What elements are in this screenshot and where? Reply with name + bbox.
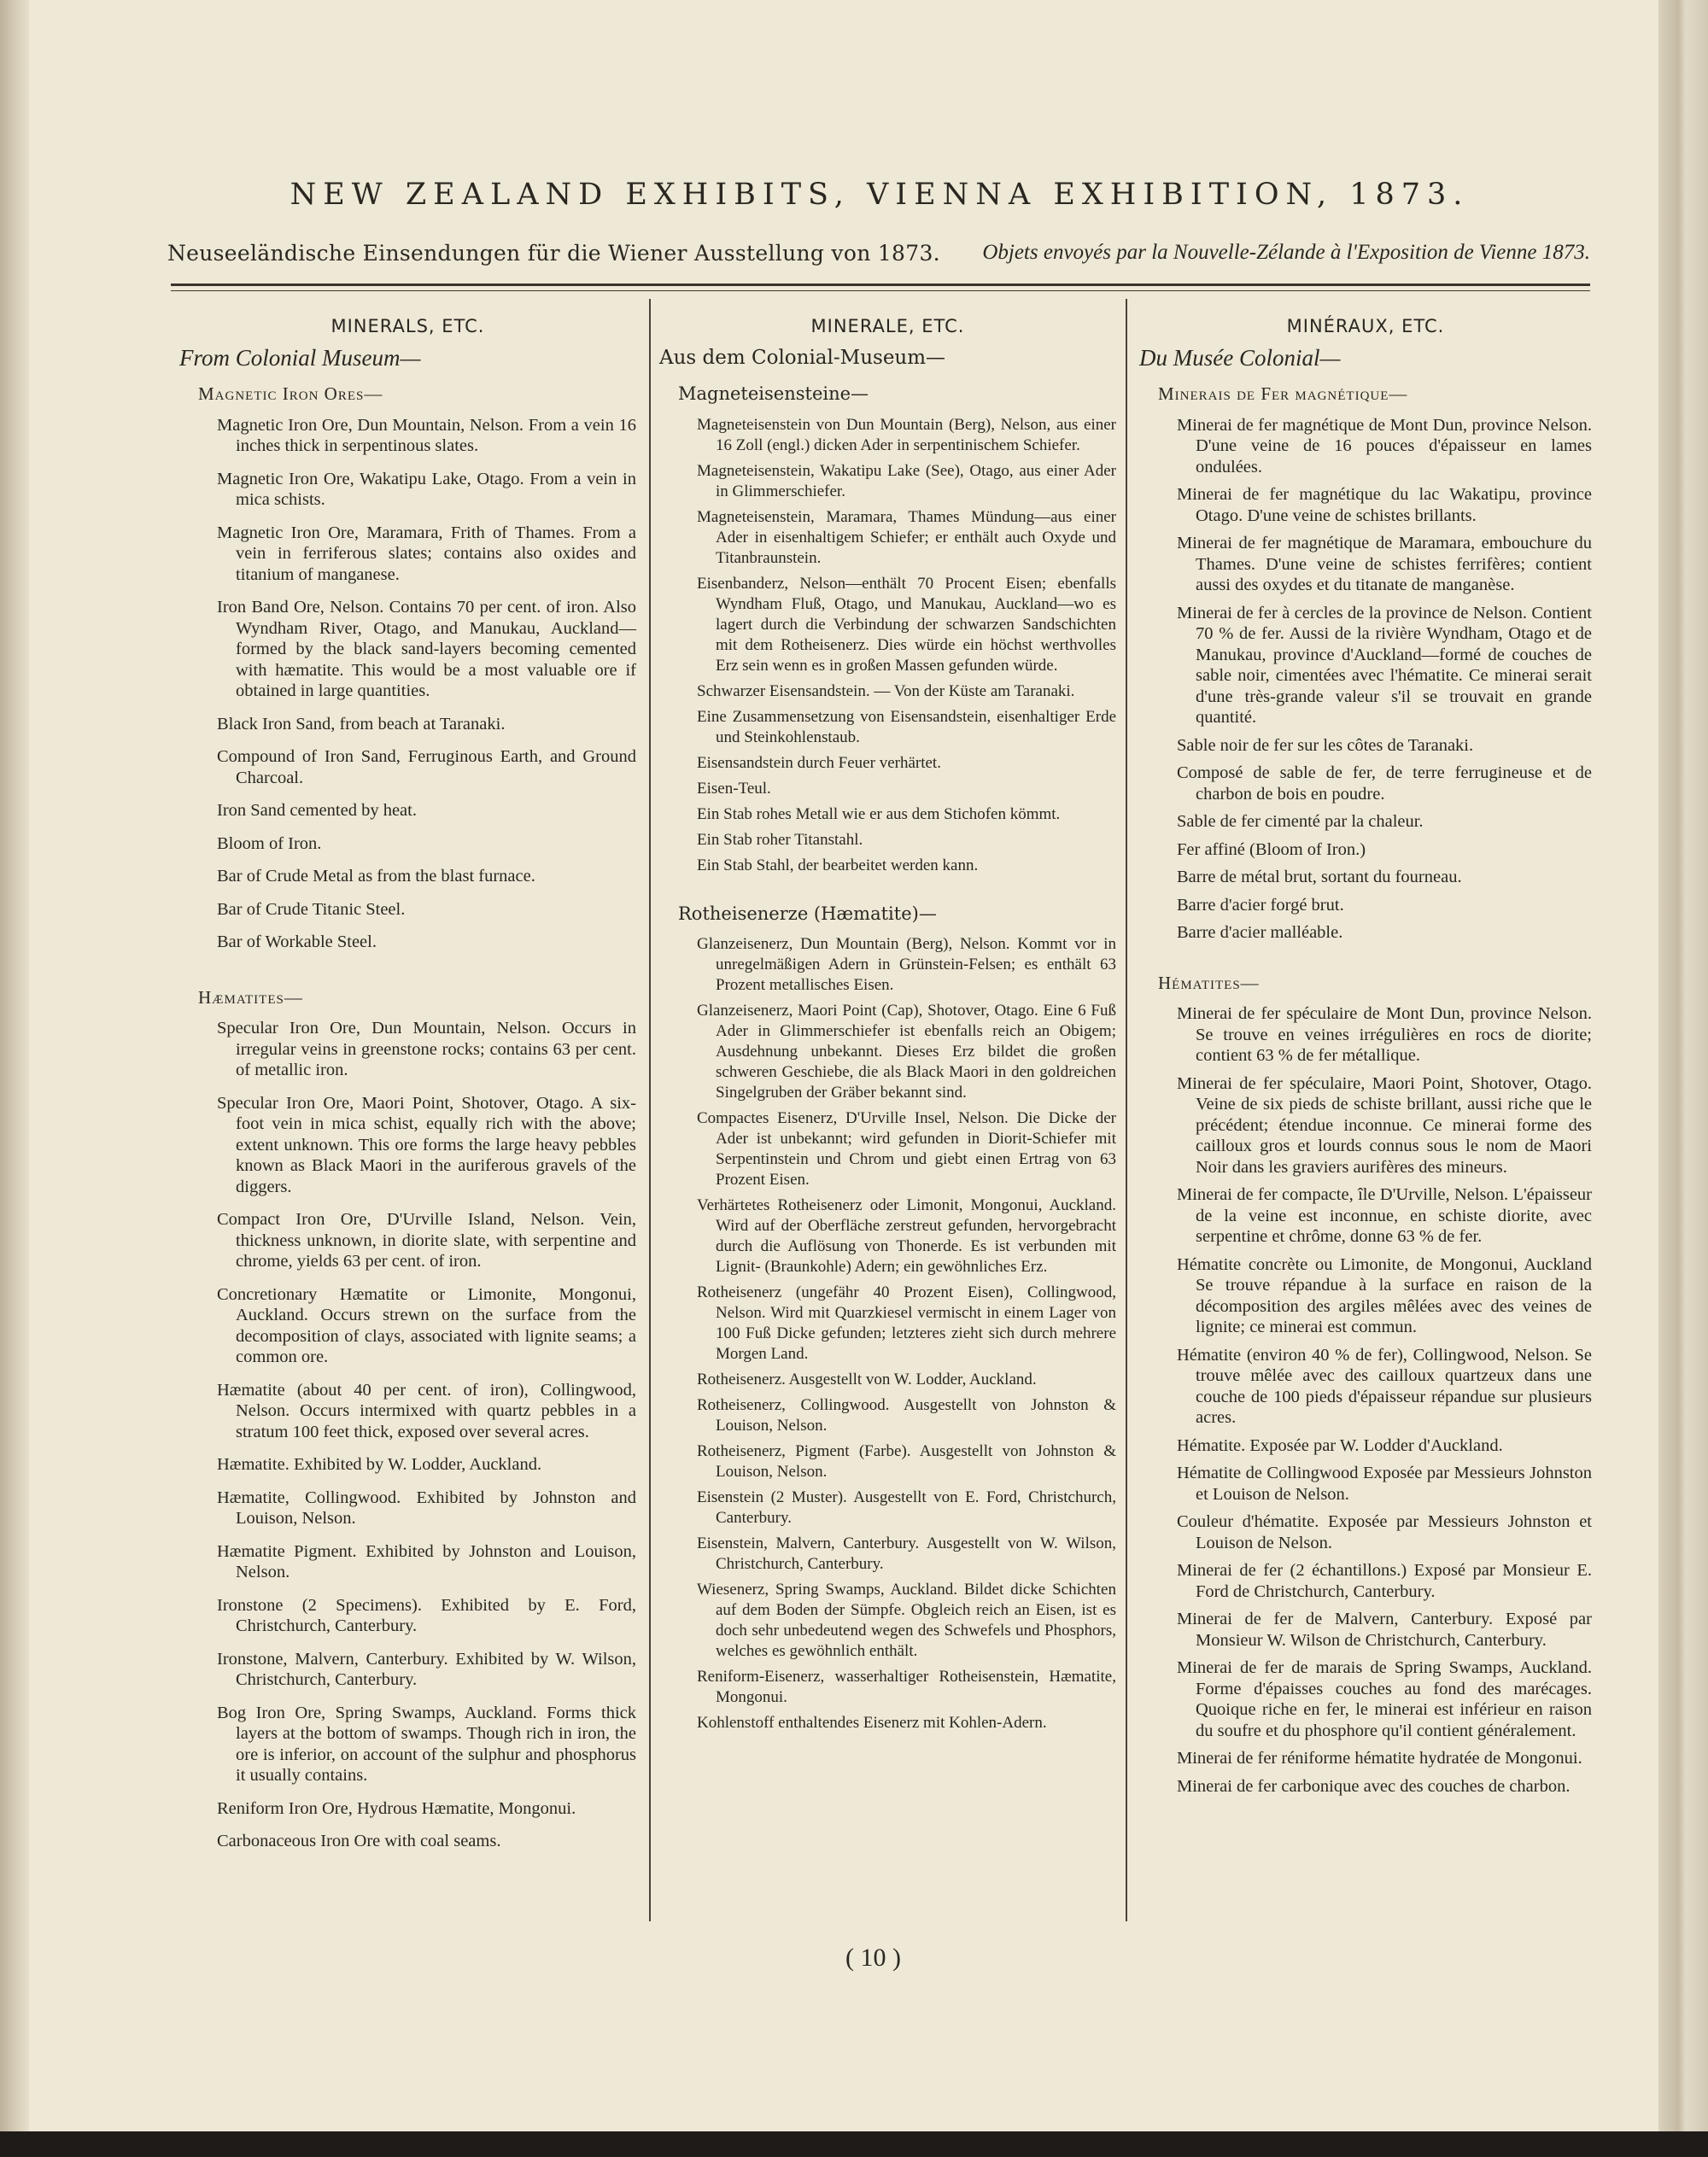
subheading-magnetic-french: Minerais de Fer magnétique— xyxy=(1158,383,1408,404)
list-item: Verhärtetes Rotheisenerz oder Limonit, Mongonui, Auckland. Wird auf der Oberfläche zerstreut gefunden, hervorgebracht durch die Auflösung von Thonerde. Es ist verbunden mit Lignit- (Braunkohle) Adern; ein gewöhnliches Erz. xyxy=(697,1196,1116,1276)
list-item: Magnetic Iron Ore, Dun Mountain, Nelson. From a vein 16 inches thick in serpentinous slates. xyxy=(217,415,636,455)
list-item: Ironstone, Malvern, Canterbury. Exhibited by W. Wilson, Christchurch, Canterbury. xyxy=(217,1649,636,1689)
list-item: Bar of Workable Steel. xyxy=(217,932,377,951)
list-item: Minerai de fer carbonique avec des couches de charbon. xyxy=(1177,1776,1571,1796)
list-item: Compact Iron Ore, D'Urville Island, Nelson. Vein, thickness unknown, in diorite slate, with serpentine and chrome, yields 63 per cent. of iron. xyxy=(217,1210,636,1271)
list-item: Rotheisenerz. Ausgestellt von W. Lodder, Auckland. xyxy=(697,1371,1037,1388)
column-heading-english: MINERALS, ETC. xyxy=(330,316,485,336)
book-spine-shadow xyxy=(0,0,29,2157)
page-title: NEW ZEALAND EXHIBITS, VIENNA EXHIBITION, 1873. xyxy=(290,178,1470,212)
list-item: Magneteisenstein, Wakatipu Lake (See), Otago, aus einer Ader in Glimmerschiefer. xyxy=(697,461,1116,500)
column-heading-french: MINÉRAUX, ETC. xyxy=(1286,316,1445,336)
list-item: Minerai de fer spéculaire de Mont Dun, province Nelson. Se trouve en veines irrégulières en rocs de diorite; contient 63 % de fer métallique. xyxy=(1177,1004,1592,1065)
column-german xyxy=(659,316,1116,1739)
column-english xyxy=(179,316,636,1864)
list-item: Minerai de fer de Malvern, Canterbury. Exposé par Monsieur W. Wilson de Christchurch, Canterbury. xyxy=(1177,1610,1592,1650)
list-item: Wiesenerz, Spring Swamps, Auckland. Bildet dicke Schichten auf dem Boden der Sümpfe. Obgleich reich an Eisen, ist es doch sehr unbedeutend wegen des Schwefels und Phosphors, welches es gewöhnlich enthält. xyxy=(697,1581,1116,1660)
column-divider-1 xyxy=(649,299,651,1921)
column-divider-2 xyxy=(1126,299,1127,1921)
list-item: Ein Stab roher Titanstahl. xyxy=(697,830,863,849)
section-heading-german: Aus dem Colonial-Museum— xyxy=(659,346,946,369)
list-item: Black Iron Sand, from beach at Taranaki. xyxy=(217,714,506,734)
list-item: Glanzeisenerz, Maori Point (Cap), Shotover, Otago. Eine 6 Fuß Ader in Glimmerschiefer ist ebenfalls reich an Obigem; Ausdehnung unbekannt. Dieses Erz bildet die großen schweren Geschiebe, die als Black Maori in den goldreichen Singelgruben der Gräber bekannt sind. xyxy=(697,1002,1116,1102)
list-item: Hématite de Collingwood Exposée par Messieurs Johnston et Louison de Nelson. xyxy=(1177,1464,1592,1504)
list-item: Iron Sand cemented by heat. xyxy=(217,801,417,820)
list-item: Minerai de fer magnétique du lac Wakatipu, province Otago. D'une veine de schistes brillants. xyxy=(1177,485,1592,525)
list-item: Magnetic Iron Ore, Wakatipu Lake, Otago. From a vein in mica schists. xyxy=(217,469,636,509)
scan-bottom-edge xyxy=(0,2131,1708,2157)
section-heading-english: From Colonial Museum— xyxy=(179,344,421,371)
list-item: Iron Band Ore, Nelson. Contains 70 per cent. of iron. Also Wyndham River, Otago, and Manukau, Auckland—formed by the black sand-layers becoming cemented with hæmatite. This would be a most valuable ore if obtained in large quantities. xyxy=(217,598,636,700)
subtitle-french: Objets envoyés par la Nouvelle-Zélande à l'Exposition de Vienne 1873. xyxy=(982,241,1590,264)
list-item: Fer affiné (Bloom of Iron.) xyxy=(1177,839,1366,859)
column-french xyxy=(1139,316,1592,1803)
list-item: Minerai de fer de marais de Spring Swamps, Auckland. Forme d'épaisses couches au fond des marécages. Quoique riche en fer, le minerai est inférieur en raison du soufre et du phosphore qu'il contient généralement. xyxy=(1177,1658,1592,1740)
entry-list-haematites-german xyxy=(659,934,1116,1733)
list-item: Hæmatite. Exhibited by W. Lodder, Auckland. xyxy=(217,1455,542,1474)
list-item: Minerai de fer à cercles de la province de Nelson. Contient 70 % de fer. Aussi de la rivière Wyndham, Otago et de Manukau, province d'Auckland—formé de couches de sable noir, cimentées avec l'hématite. Ce minerai serait d'une très-grande valeur s'il se trouvait en grande quantité. xyxy=(1177,603,1592,727)
entry-list-magnetic-german xyxy=(659,415,1116,876)
subheading-haematites-german: Rotheisenerze (Hæmatite)— xyxy=(678,903,937,924)
list-item: Eisenstein, Malvern, Canterbury. Ausgestellt von W. Wilson, Christchurch, Canterbury. xyxy=(697,1534,1116,1573)
list-item: Minerai de fer spéculaire, Maori Point, Shotover, Otago. Veine de six pieds de schiste brillant, aussi riche que le précédent; étendue inconnue. Ce minerai forme des cailloux gros et lourds connus sous le nom de Maori Noir dans les graviers aurifères des mineurs. xyxy=(1177,1073,1592,1177)
list-item: Magnetic Iron Ore, Maramara, Frith of Thames. From a vein in ferriferous slates; contains also oxides and titanium of manganese. xyxy=(217,523,636,584)
entry-list-magnetic-french xyxy=(1139,415,1592,944)
list-item: Eisensandstein durch Feuer verhärtet. xyxy=(697,753,941,772)
page-number: ( 10 ) xyxy=(845,1944,901,1972)
header-rule-thin xyxy=(171,290,1590,291)
list-item: Glanzeisenerz, Dun Mountain (Berg), Nelson. Kommt vor in unregelmäßigen Adern in Grünstein-Felsen; es enthält 63 Prozent metallisches Eisen. xyxy=(697,935,1116,994)
list-item: Concretionary Hæmatite or Limonite, Mongonui, Auckland. Occurs strewn on the surface from the decomposition of clays, associated with lignite seams; a common ore. xyxy=(217,1284,636,1366)
page-edge-right xyxy=(1658,0,1708,2157)
list-item: Hæmatite (about 40 per cent. of iron), Collingwood, Nelson. Occurs intermixed with quartz pebbles in a stratum 100 feet thick, exposed over several acres. xyxy=(217,1380,636,1441)
section-heading-french: Du Musée Colonial— xyxy=(1139,344,1341,371)
header-rule-thick xyxy=(171,284,1590,286)
entry-list-haematites-french xyxy=(1139,1003,1592,1797)
list-item: Eisenbanderz, Nelson—enthält 70 Procent Eisen; ebenfalls Wyndham Fluß, Otago, und Manukau, Auckland—wo es lagert durch die Verbindung der schwarzen Sandschichten mit dem Rotheisenerz. Dies würde ein höchst werthvolles Erz sein wenn es in großen Massen gefunden würde. xyxy=(697,574,1116,675)
list-item: Rotheisenerz (ungefähr 40 Prozent Eisen), Collingwood, Nelson. Wird mit Quarzkiesel vermischt in einem Lager von 100 Fuß Dicke gefunden; letzteres zieht sich durch mehrere Morgen Land. xyxy=(697,1283,1116,1363)
column-heading-german: MINERALE, ETC. xyxy=(810,316,965,336)
list-item: Reniform-Eisenerz, wasserhaltiger Rotheisenstein, Hæmatite, Mongonui. xyxy=(697,1668,1116,1706)
list-item: Reniform Iron Ore, Hydrous Hæmatite, Mongonui. xyxy=(217,1798,576,1818)
subheading-magnetic-german: Magneteisensteine— xyxy=(678,383,869,404)
list-item: Carbonaceous Iron Ore with coal seams. xyxy=(217,1832,501,1850)
list-item: Hæmatite, Collingwood. Exhibited by Johnston and Louison, Nelson. xyxy=(217,1488,636,1528)
list-item: Compound of Iron Sand, Ferruginous Earth, and Ground Charcoal. xyxy=(217,747,636,787)
list-item: Bloom of Iron. xyxy=(217,833,322,853)
list-item: Magneteisenstein von Dun Mountain (Berg), Nelson, aus einer 16 Zoll (engl.) dicken Ader in serpentinischem Schiefer. xyxy=(697,415,1116,454)
list-item: Schwarzer Eisensandstein. — Von der Küste am Taranaki. xyxy=(697,681,1075,700)
list-item: Minerai de fer magnétique de Maramara, embouchure du Thames. D'une veine de schistes ferrifères; contient aussi des oxydes et du titanate de manganèse. xyxy=(1177,534,1592,594)
list-item: Eisenstein (2 Muster). Ausgestellt von E. Ford, Christchurch, Canterbury. xyxy=(697,1488,1116,1527)
list-item: Couleur d'hématite. Exposée par Messieurs Johnston et Louison de Nelson. xyxy=(1177,1512,1592,1552)
list-item: Bar of Crude Metal as from the blast furnace. xyxy=(217,867,535,886)
entry-list-magnetic-english xyxy=(179,415,636,953)
list-item: Bog Iron Ore, Spring Swamps, Auckland. Forms thick layers at the bottom of swamps. Though rich in iron, the ore is inferior, on account of the sulphur and phosphorus it usually contains. xyxy=(217,1703,636,1785)
list-item: Sable de fer cimenté par la chaleur. xyxy=(1177,812,1424,831)
list-item: Ein Stab rohes Metall wie er aus dem Stichofen kömmt. xyxy=(697,804,1061,823)
subheading-haematites-english: Hæmatites— xyxy=(198,986,303,1008)
entry-list-haematites-english xyxy=(179,1018,636,1852)
list-item: Magneteisenstein, Maramara, Thames Mündung—aus einer Ader in eisenhaltigem Schiefer; er enthält auch Oxyde und Titanbraunstein. xyxy=(697,507,1116,567)
list-item: Barre de métal brut, sortant du fourneau. xyxy=(1177,868,1462,886)
list-item: Kohlenstoff enthaltendes Eisenerz mit Kohlen-Adern. xyxy=(697,1714,1047,1732)
list-item: Bar of Crude Titanic Steel. xyxy=(217,899,406,919)
list-item: Hématite. Exposée par W. Lodder d'Auckland. xyxy=(1177,1435,1503,1455)
list-item: Hæmatite Pigment. Exhibited by Johnston and Louison, Nelson. xyxy=(217,1541,636,1581)
list-item: Barre d'acier forgé brut. xyxy=(1177,895,1344,915)
list-item: Ein Stab Stahl, der bearbeitet werden kann. xyxy=(697,856,979,874)
subtitle-german: Neuseeländische Einsendungen für die Wiener Ausstellung von 1873. xyxy=(167,241,940,266)
list-item: Hématite concrète ou Limonite, de Mongonui, Auckland Se trouve répandue à la surface en raison de la décomposition des argiles mêlées avec des veines de lignite; ce minerai est commun. xyxy=(1177,1254,1592,1336)
list-item: Specular Iron Ore, Maori Point, Shotover, Otago. A six-foot vein in mica schist, equally rich with the above; extent unknown. This ore forms the large heavy pebbles known as Black Maori in the auriferous gravels of the diggers. xyxy=(217,1093,636,1196)
list-item: Minerai de fer (2 échantillons.) Exposé par Monsieur E. Ford de Christchurch, Canterbury. xyxy=(1177,1561,1592,1601)
list-item: Eine Zusammensetzung von Eisensandstein, eisenhaltiger Erde und Steinkohlenstaub. xyxy=(697,707,1116,746)
list-item: Minerai de fer magnétique de Mont Dun, province Nelson. D'une veine de 16 pouces d'épaisseur en lames ondulées. xyxy=(1177,415,1592,476)
list-item: Minerai de fer compacte, île D'Urville, Nelson. L'épaisseur de la veine est inconnue, en schiste diorite, avec serpentine et chrôme, donne 63 % de fer. xyxy=(1177,1185,1592,1246)
subheading-haematites-french: Hématites— xyxy=(1158,972,1260,993)
list-item: Barre d'acier malléable. xyxy=(1177,923,1343,942)
subheading-magnetic-english: Magnetic Iron Ores— xyxy=(198,383,383,404)
list-item: Composé de sable de fer, de terre ferrugineuse et de charbon de bois en poudre. xyxy=(1177,763,1592,804)
list-item: Sable noir de fer sur les côtes de Taranaki. xyxy=(1177,735,1474,755)
list-item: Rotheisenerz, Pigment (Farbe). Ausgestellt von Johnston & Louison, Nelson. xyxy=(697,1442,1116,1481)
list-item: Compactes Eisenerz, D'Urville Insel, Nelson. Die Dicke der Ader ist unbekannt; wird gefunden in Diorit-Schiefer mit Serpentinstein und Chrom und giebt einen Ertrag von 63 Prozent Eisen. xyxy=(697,1109,1116,1189)
list-item: Minerai de fer réniforme hématite hydratée de Mongonui. xyxy=(1177,1749,1582,1768)
list-item: Specular Iron Ore, Dun Mountain, Nelson. Occurs in irregular veins in greenstone rocks; contains 63 per cent. of metallic iron. xyxy=(217,1019,636,1079)
list-item: Rotheisenerz, Collingwood. Ausgestellt von Johnston & Louison, Nelson. xyxy=(697,1396,1116,1435)
list-item: Ironstone (2 Specimens). Exhibited by E. Ford, Christchurch, Canterbury. xyxy=(217,1595,636,1635)
list-item: Eisen-Teul. xyxy=(697,779,771,798)
list-item: Hématite (environ 40 % de fer), Collingwood, Nelson. Se trouve mêlée avec des cailloux quartzeux dans une couche de 100 pieds d'épaisseur répandue sur plusieurs acres. xyxy=(1177,1345,1592,1427)
